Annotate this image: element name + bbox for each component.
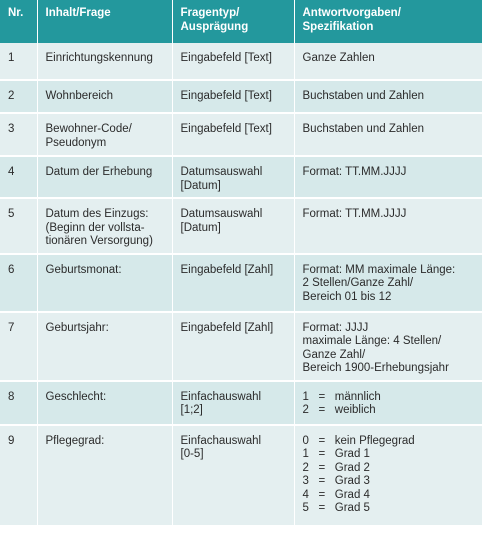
- table-row: [0, 312, 482, 381]
- cell-vorgaben: [294, 156, 482, 198]
- cell-vorgaben-line: Ganze Zahl/: [302, 348, 366, 361]
- header-typ-label-2: Ausprägung: [180, 21, 249, 33]
- cell-nr: 6: [0, 254, 37, 312]
- cell-vorgaben-line: Ganze Zahlen: [302, 52, 375, 64]
- cell-inhalt: [37, 254, 172, 312]
- header-nr: [0, 0, 37, 43]
- cell-vorgaben: [294, 198, 482, 254]
- cell-inhalt: [37, 113, 172, 156]
- cell-nr: 2: [0, 80, 37, 113]
- cell-vorgaben-line: 2 = Grad 2: [302, 461, 370, 474]
- cell-typ-line: Einfachauswahl: [180, 390, 262, 403]
- cell-inhalt-line: (Beginn der vollsta-: [45, 221, 145, 234]
- header-inhalt-label: Inhalt/Frage: [45, 7, 111, 19]
- cell-typ-line: [0-5]: [180, 448, 204, 460]
- cell-typ: [172, 198, 294, 254]
- cell-typ-line: [1;2]: [180, 404, 203, 416]
- cell-typ-line: [Datum]: [180, 221, 221, 234]
- cell-vorgaben-line: Format: TT.MM.JJJJ: [302, 166, 407, 178]
- cell-vorgaben-line: Bereich 1900-Erhebungsjahr: [302, 362, 449, 374]
- header-vorgaben-label-1: Antwortvorgaben/: [302, 7, 401, 19]
- cell-typ: [172, 156, 294, 198]
- header-vorgaben-label-2: Spezifikation: [302, 21, 374, 33]
- cell-typ-line: Eingabefeld [Zahl]: [180, 321, 274, 334]
- cell-vorgaben: [294, 113, 482, 156]
- cell-nr: 4: [0, 156, 37, 198]
- table-row: [0, 80, 482, 113]
- table-row: [0, 381, 482, 425]
- cell-nr: 9: [0, 425, 37, 526]
- cell-vorgaben: [294, 43, 482, 80]
- cell-typ: [172, 43, 294, 80]
- cell-typ: [172, 381, 294, 425]
- cell-typ: [172, 80, 294, 113]
- cell-nr: 5: [0, 198, 37, 254]
- cell-inhalt-line: Datum des Einzugs:: [45, 208, 149, 220]
- cell-typ-line: Eingabefeld [Text]: [180, 90, 272, 102]
- cell-vorgaben-line: 1 = Grad 1: [302, 448, 370, 460]
- cell-vorgaben-line: Format: MM maximale Länge:: [302, 263, 456, 276]
- table-row: [0, 425, 482, 526]
- header-typ: [172, 0, 294, 43]
- cell-vorgaben-line: maximale Länge: 4 Stellen/: [302, 335, 442, 347]
- cell-inhalt-line: tionären Versorgung): [45, 235, 153, 247]
- cell-typ-line: Datumsauswahl: [180, 166, 263, 178]
- cell-vorgaben-line: 1 = männlich: [302, 390, 381, 403]
- cell-inhalt-line: Geburtsmonat:: [45, 263, 122, 276]
- cell-nr: 1: [0, 43, 37, 80]
- cell-vorgaben-line: 4 = Grad 4: [302, 488, 370, 501]
- table-body: [0, 43, 482, 526]
- cell-inhalt-line: Pseudonym: [45, 136, 107, 149]
- cell-nr: 3: [0, 113, 37, 156]
- cell-inhalt-line: Einrichtungskennung: [45, 52, 153, 64]
- table-row: [0, 43, 482, 80]
- cell-inhalt: [37, 312, 172, 381]
- cell-typ-line: Eingabefeld [Text]: [180, 123, 272, 135]
- cell-vorgaben: [294, 80, 482, 113]
- cell-vorgaben-line: Bereich 01 bis 12: [302, 290, 392, 303]
- cell-typ: [172, 425, 294, 526]
- cell-vorgaben-line: 5 = Grad 5: [302, 502, 370, 514]
- cell-inhalt-line: Geschlecht:: [45, 390, 107, 403]
- cell-inhalt-line: Datum der Erhebung: [45, 166, 153, 178]
- cell-vorgaben-line: 2 = weiblich: [302, 404, 376, 416]
- cell-vorgaben: [294, 381, 482, 425]
- cell-vorgaben: [294, 254, 482, 312]
- cell-vorgaben: [294, 425, 482, 526]
- table-row: [0, 254, 482, 312]
- cell-vorgaben-line: 3 = Grad 3: [302, 475, 370, 487]
- cell-inhalt: [37, 80, 172, 113]
- cell-typ-line: Eingabefeld [Zahl]: [180, 263, 274, 276]
- header-nr-label: Nr.: [8, 7, 24, 19]
- cell-typ: [172, 113, 294, 156]
- header-inhalt: [37, 0, 172, 43]
- cell-typ-line: Eingabefeld [Text]: [180, 52, 272, 64]
- table-row: [0, 198, 482, 254]
- cell-inhalt: [37, 425, 172, 526]
- cell-nr: 8: [0, 381, 37, 425]
- cell-vorgaben-line: 2 Stellen/Ganze Zahl/: [302, 277, 414, 289]
- cell-vorgaben-line: Format: JJJJ: [302, 321, 369, 334]
- cell-inhalt: [37, 156, 172, 198]
- table-row: [0, 156, 482, 198]
- table-row: [0, 113, 482, 156]
- cell-vorgaben-line: Format: TT.MM.JJJJ: [302, 208, 407, 220]
- cell-inhalt: [37, 198, 172, 254]
- cell-nr: 7: [0, 312, 37, 381]
- table-header-row: [0, 0, 482, 43]
- cell-inhalt-line: Bewohner-Code/: [45, 123, 132, 135]
- cell-inhalt: [37, 43, 172, 80]
- cell-vorgaben-line: 0 = kein Pflegegrad: [302, 434, 415, 447]
- header-typ-label-1: Fragentyp/: [180, 7, 240, 19]
- cell-vorgaben: [294, 312, 482, 381]
- cell-vorgaben-line: Buchstaben und Zahlen: [302, 123, 424, 135]
- cell-typ: [172, 254, 294, 312]
- cell-typ-line: Einfachauswahl: [180, 434, 262, 447]
- cell-vorgaben-line: Buchstaben und Zahlen: [302, 90, 424, 102]
- cell-inhalt: [37, 381, 172, 425]
- cell-inhalt-line: Pflegegrad:: [45, 434, 105, 447]
- cell-typ-line: [Datum]: [180, 179, 221, 192]
- cell-typ-line: Datumsauswahl: [180, 208, 263, 220]
- header-vorgaben: [294, 0, 482, 43]
- cell-inhalt-line: Geburtsjahr:: [45, 321, 109, 334]
- cell-inhalt-line: Wohnbereich: [45, 90, 114, 102]
- cell-typ: [172, 312, 294, 381]
